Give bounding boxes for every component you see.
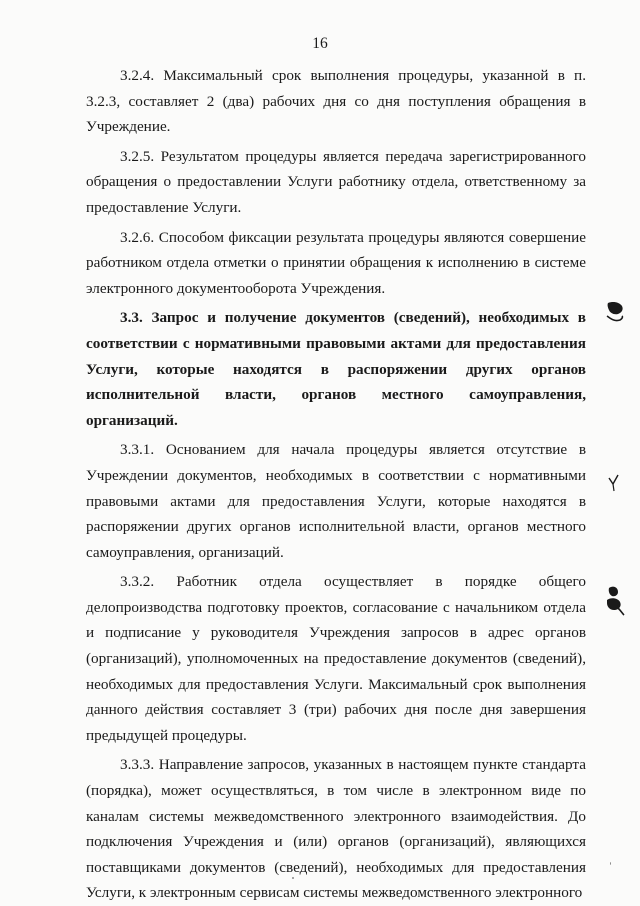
section-heading-3-3: 3.3. Запрос и получение документов (сведений), необходимых в соответствии с нормативными правовыми актами для предоставления Услуги, которые находятся в распоряжении других органов исполнительной власти, органов местного самоуправления, организаций. xyxy=(86,309,586,429)
page-number: 16 xyxy=(312,35,328,52)
tick-mark xyxy=(606,472,622,494)
document-body xyxy=(86,63,586,906)
scan-speck xyxy=(610,862,611,865)
ink-blot-mark xyxy=(604,300,626,326)
paragraph-3-2-6: 3.2.6. Способом фиксации результата процедуры являются совершение работником отдела отметки о принятии обращения к исполнению в системе электронного документооборота Учреждения. xyxy=(86,228,586,297)
ink-blot-mark xyxy=(603,584,627,618)
paragraph-3-3-2: 3.3.2. Работник отдела осуществляет в порядке общего делопроизводства подготовку проектов, согласование с начальником отдела и подписание у руководителя Учреждения запросов в адрес органов (организаций), уполномоченных на предоставление документов (сведений), необходимых для предоставления Услуги. Максимальный срок выполнения данного действия составляет 3 (три) рабочих дня после дня завершения предыдущей процедуры. xyxy=(86,573,586,744)
scan-speck xyxy=(292,877,294,879)
paragraph-3-2-5: 3.2.5. Результатом процедуры является передача зарегистрированного обращения о предоставлении Услуги работнику отдела, ответственному за предоставление Услуги. xyxy=(86,147,586,216)
paragraph-3-3-1: 3.3.1. Основанием для начала процедуры является отсутствие в Учреждении документов, необходимых в соответствии с нормативными правовыми актами для предоставления Услуги, которые находятся в распоряжении других органов исполнительной власти, органов местного самоуправления, организаций. xyxy=(86,441,586,561)
paragraph-3-2-4: 3.2.4. Максимальный срок выполнения процедуры, указанной в п. 3.2.3, составляет 2 (два) рабочих дня со дня поступления обращения в Учреждение. xyxy=(86,67,586,136)
paragraph-3-3-3: 3.3.3. Направление запросов, указанных в настоящем пункте стандарта (порядка), может осуществляться, в том числе в электронном виде по каналам системы межведомственного электронного взаимодействия. До подключения Учреждения и (или) органов (организаций), являющихся поставщиками документов (сведений), необходимых для предоставления Услуги, к электронным сервисам системы межведомственного электронного xyxy=(86,756,586,902)
